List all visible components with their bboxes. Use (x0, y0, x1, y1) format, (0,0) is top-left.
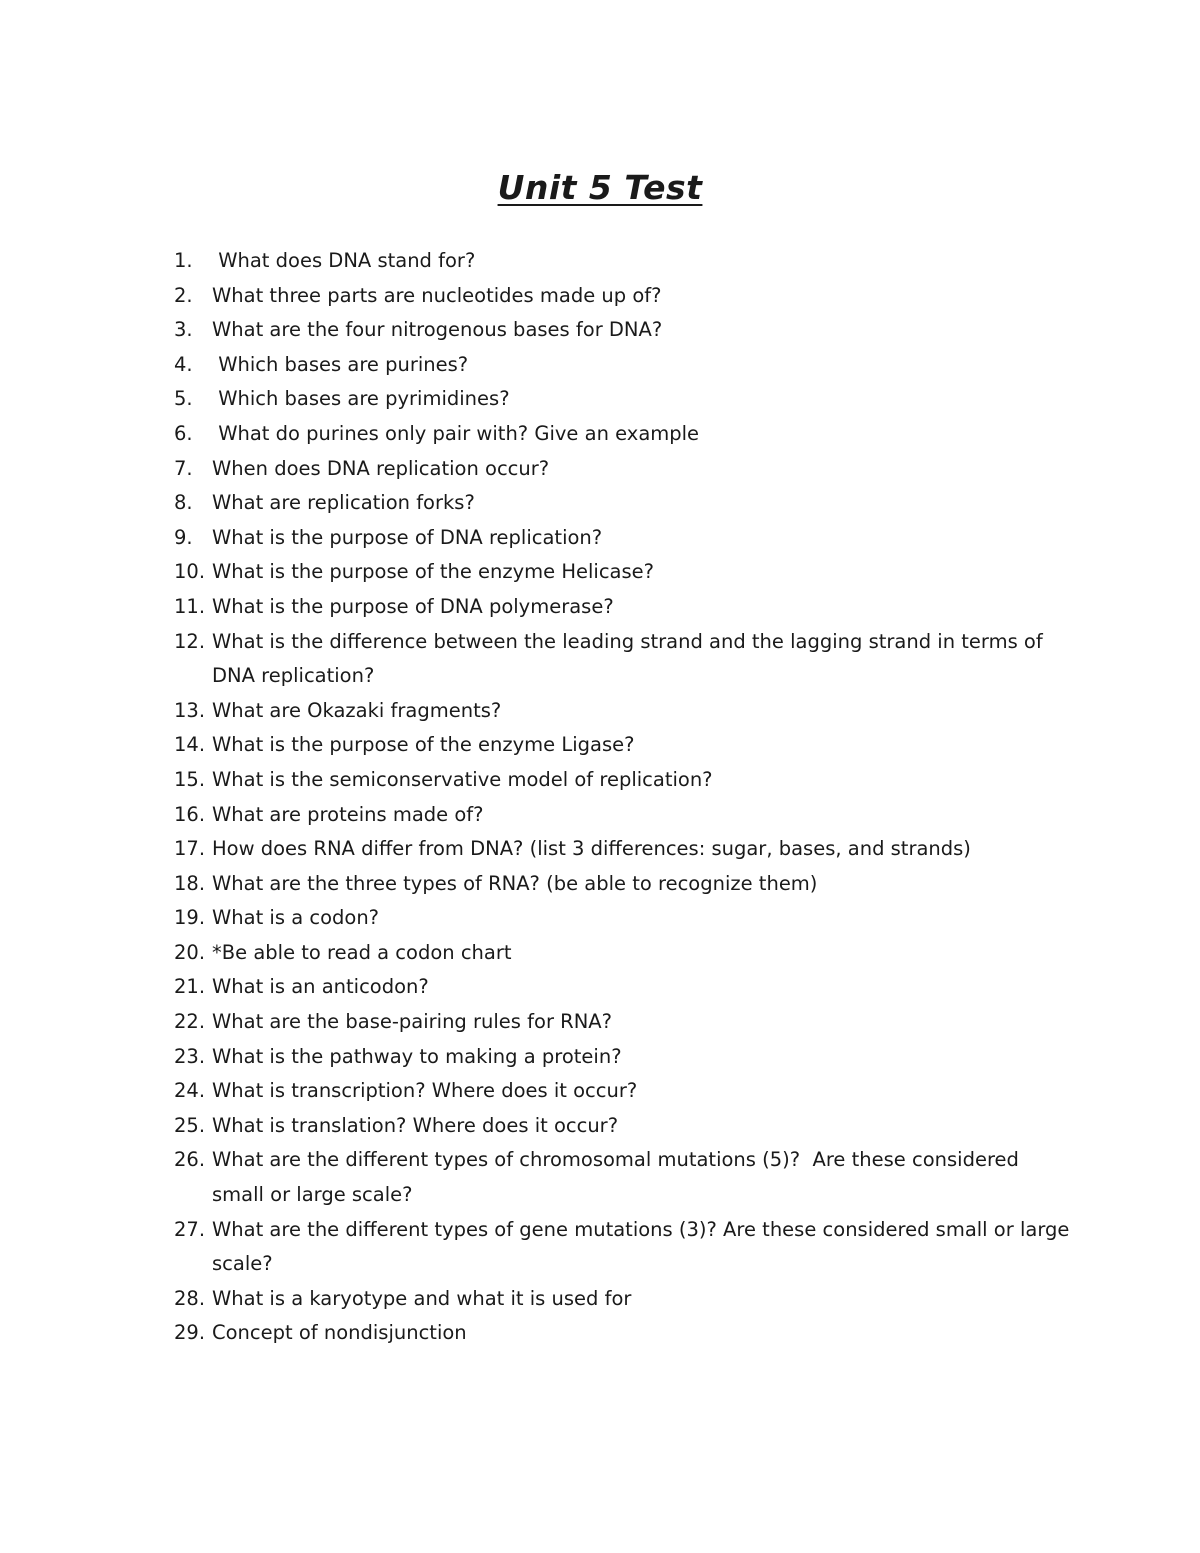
question-number: 27. (174, 1217, 206, 1241)
question-text: What are the four nitrogenous bases for DNA? (212, 318, 663, 342)
question-item (174, 1109, 1074, 1144)
question-text: *Be able to read a codon chart (212, 940, 512, 964)
question-item (174, 1282, 1074, 1317)
question-text: What is the difference between the leading strand and the lagging strand in terms of DNA replication? (212, 629, 1049, 688)
question-number: 13. (174, 698, 206, 722)
question-text: When does DNA replication occur? (212, 456, 550, 480)
question-number: 5. (174, 387, 193, 411)
question-item (174, 970, 1074, 1005)
question-item (174, 1005, 1074, 1040)
question-text: What is the semiconservative model of replication? (212, 767, 713, 791)
question-item (174, 279, 1074, 314)
question-number: 2. (174, 283, 193, 307)
question-item (174, 832, 1074, 867)
question-item (174, 590, 1074, 625)
question-item (174, 244, 1074, 279)
question-number: 20. (174, 940, 206, 964)
page-title: Unit 5 Test (497, 168, 703, 207)
question-text: What are Okazaki fragments? (212, 698, 502, 722)
question-text: What is the purpose of the enzyme Ligase? (212, 733, 635, 757)
question-text: What does DNA stand for? (212, 249, 476, 272)
question-number: 17. (174, 837, 206, 861)
question-number: 21. (174, 975, 206, 999)
question-text: What is the pathway to making a protein? (212, 1044, 622, 1068)
question-number: 19. (174, 906, 206, 930)
question-text: Which bases are purines? (212, 352, 469, 376)
question-number: 1. (174, 249, 193, 272)
question-number: 29. (174, 1321, 206, 1345)
question-text: What is transcription? Where does it occur? (212, 1079, 638, 1103)
question-item (174, 452, 1074, 487)
question-list (174, 244, 1074, 1351)
question-item (174, 901, 1074, 936)
question-number: 3. (174, 318, 193, 342)
question-text: What is the purpose of the enzyme Helicase? (212, 560, 655, 584)
question-number: 7. (174, 456, 193, 480)
question-text: What are the different types of gene mutations (3)? Are these considered small or large scale? (212, 1217, 1076, 1276)
question-number: 16. (174, 802, 206, 826)
question-number: 18. (174, 871, 206, 895)
question-item (174, 555, 1074, 590)
question-number: 12. (174, 629, 206, 653)
question-text: What are replication forks? (212, 491, 475, 515)
question-text: Concept of nondisjunction (212, 1321, 467, 1345)
question-item (174, 521, 1074, 556)
question-number: 14. (174, 733, 206, 757)
question-item (174, 1316, 1074, 1351)
question-text: What is the purpose of DNA replication? (212, 525, 603, 549)
question-text: What are proteins made of? (212, 802, 484, 826)
question-number: 4. (174, 352, 193, 376)
question-item (174, 382, 1074, 417)
question-text: What is a codon? (212, 906, 380, 930)
question-number: 23. (174, 1044, 206, 1068)
question-text: How does RNA differ from DNA? (list 3 differences: sugar, bases, and strands) (212, 837, 971, 861)
question-item (174, 728, 1074, 763)
question-item (174, 348, 1074, 383)
question-number: 6. (174, 421, 193, 445)
question-item (174, 1040, 1074, 1075)
question-number: 26. (174, 1148, 206, 1172)
question-item (174, 936, 1074, 971)
question-text: What are the three types of RNA? (be able to recognize them) (212, 871, 818, 895)
question-item (174, 486, 1074, 521)
question-item (174, 763, 1074, 798)
question-number: 9. (174, 525, 193, 549)
question-text: What three parts are nucleotides made up of? (212, 283, 662, 307)
question-text: What is translation? Where does it occur? (212, 1113, 619, 1137)
question-number: 25. (174, 1113, 206, 1137)
question-text: Which bases are pyrimidines? (212, 387, 510, 411)
question-item (174, 867, 1074, 902)
question-text: What is an anticodon? (212, 975, 429, 999)
question-item (174, 798, 1074, 833)
question-number: 11. (174, 594, 206, 618)
question-item (174, 625, 1074, 694)
question-number: 24. (174, 1079, 206, 1103)
question-item (174, 694, 1074, 729)
question-number: 28. (174, 1286, 206, 1310)
question-number: 8. (174, 491, 193, 515)
question-item (174, 313, 1074, 348)
question-number: 15. (174, 767, 206, 791)
question-text: What is a karyotype and what it is used for (212, 1286, 632, 1310)
question-number: 22. (174, 1010, 206, 1034)
question-text: What are the different types of chromosomal mutations (5)? Are these considered small or large scale? (212, 1148, 1026, 1207)
question-item (174, 1213, 1074, 1282)
question-item (174, 417, 1074, 452)
question-text: What is the purpose of DNA polymerase? (212, 594, 614, 618)
question-text: What do purines only pair with? Give an example (212, 421, 700, 445)
question-item (174, 1074, 1074, 1109)
question-item (174, 1143, 1074, 1212)
question-text: What are the base-pairing rules for RNA? (212, 1010, 612, 1034)
question-number: 10. (174, 560, 206, 584)
